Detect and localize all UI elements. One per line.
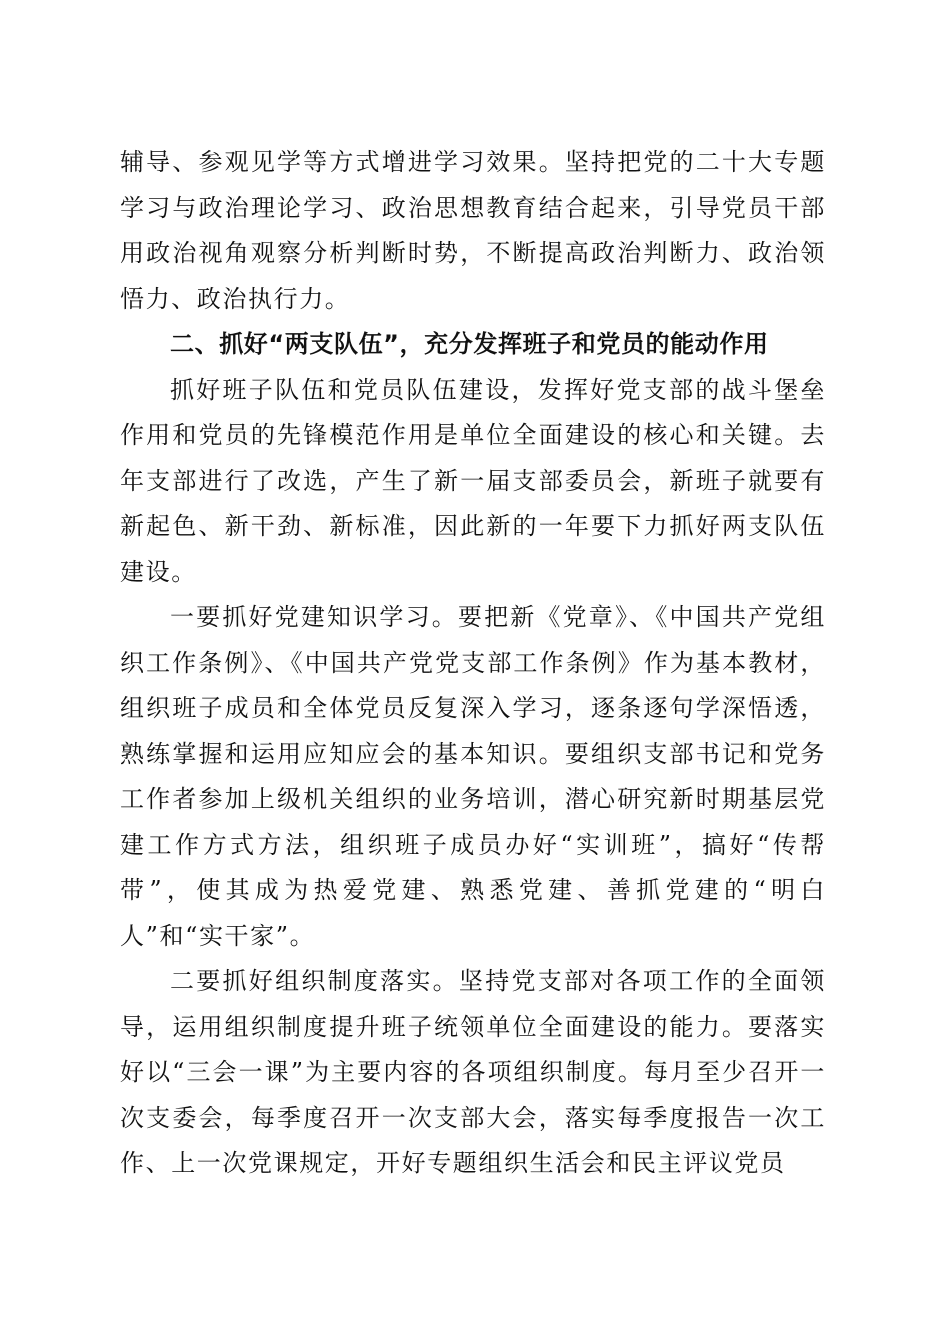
paragraph-party-knowledge: 一要抓好党建知识学习。要把新《党章》、《中国共产党组织工作条例》、《中国共产党党支部工作条例》作为基本教材，组织班子成员和全体党员反复深入学习，逐条逐句学深悟透，熟练掌握和运用应知应会的基本知识。要组织支部书记和党务工作者参加上级机关组织的业务培训，潜心研究新时期基层党建工作方式方法，组织班子成员办好“实训班”，搞好“传帮带”，使其成为热爱党建、熟悉党建、善抓党建的“明白人”和“实干家”。	[120, 603, 826, 950]
document-body	[120, 140, 826, 1187]
paragraph-organization-system: 二要抓好组织制度落实。坚持党支部对各项工作的全面领导，运用组织制度提升班子统领单位全面建设的能力。要落实好以“三会一课”为主要内容的各项组织制度。每月至少召开一次支委会，每季度召开一次支部大会，落实每季度报告一次工作、上一次党课规定，开好专题组织生活会和民主评议党员	[120, 967, 826, 1177]
paragraph-team-building: 抓好班子队伍和党员队伍建设，发挥好党支部的战斗堡垒作用和党员的先锋模范作用是单位全面建设的核心和关键。去年支部进行了改选，产生了新一届支部委员会，新班子就要有新起色、新干劲、新标准，因此新的一年要下力抓好两支队伍建设。	[120, 375, 826, 586]
section-heading-two-teams: 二、抓好“两支队伍”，充分发挥班子和党员的能动作用	[170, 330, 769, 358]
paragraph-study-effect: 辅导、参观见学等方式增进学习效果。坚持把党的二十大专题学习与政治理论学习、政治思想教育结合起来，引导党员干部用政治视角观察分析判断时势，不断提高政治判断力、政治领悟力、政治执行力。	[120, 148, 826, 313]
